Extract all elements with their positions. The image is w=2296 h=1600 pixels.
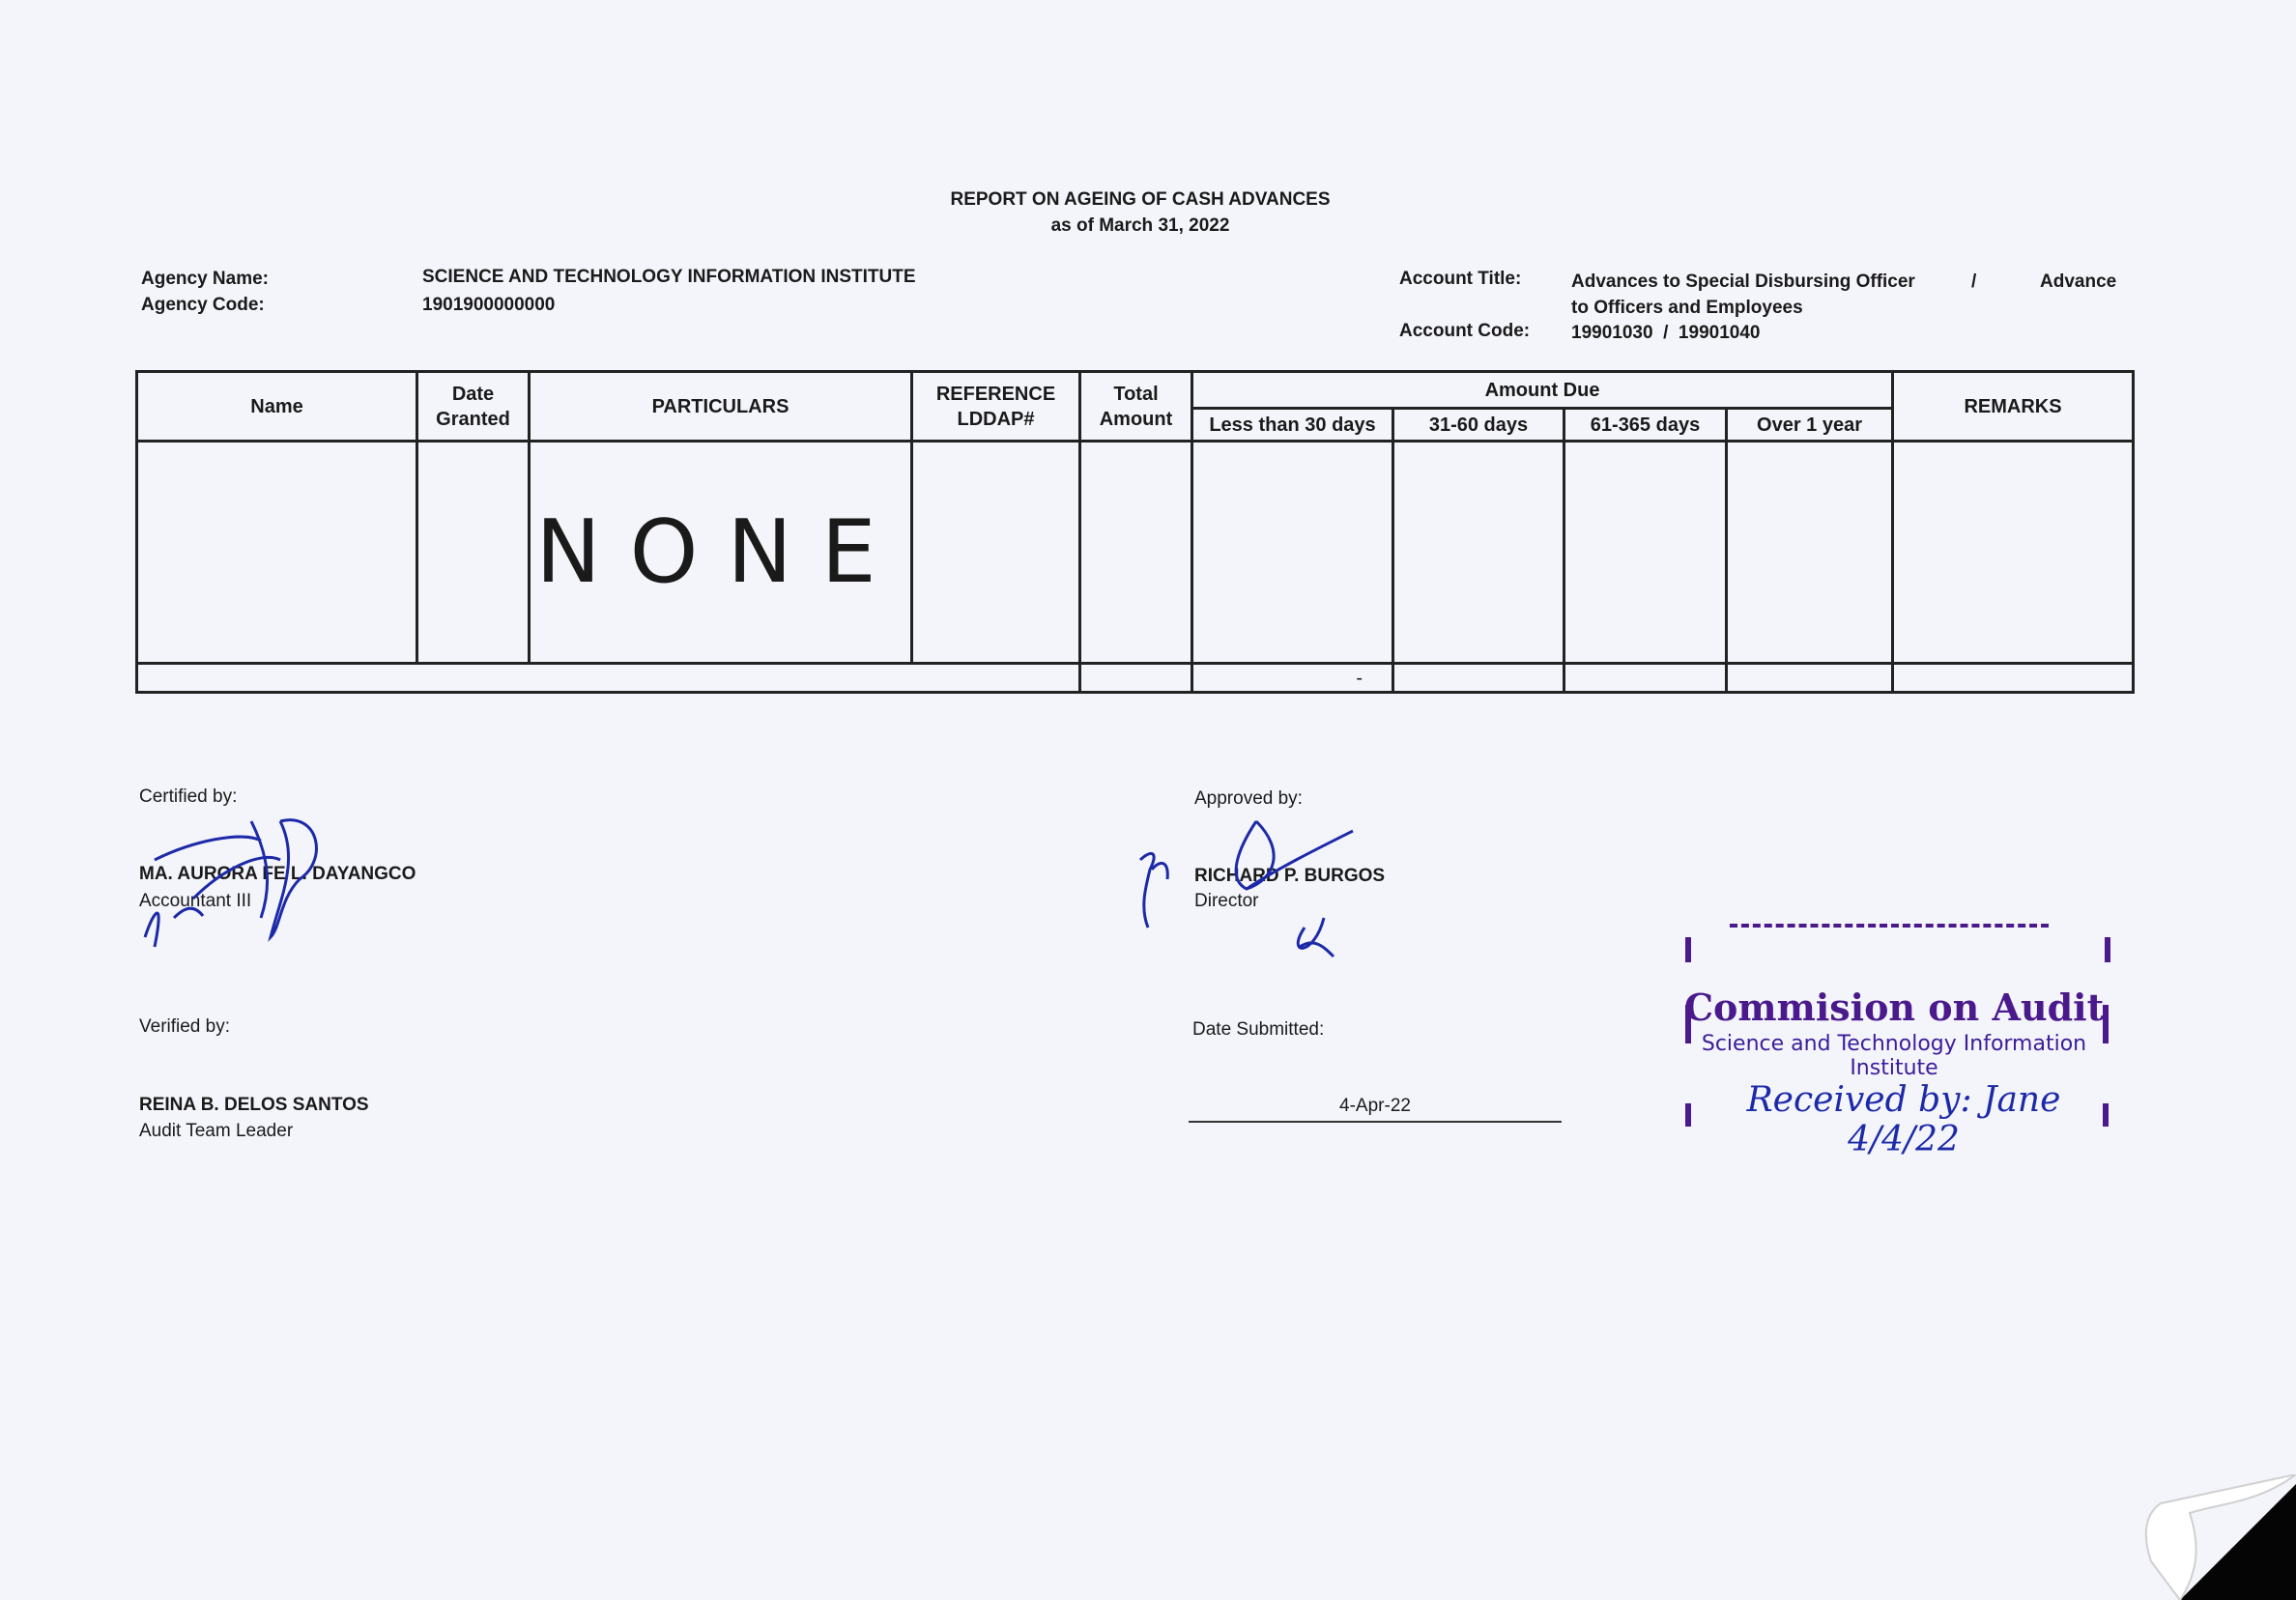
verified-name: REINA B. DELOS SANTOS [139,1095,369,1115]
header-less-than-30-days: Less than 30 days [1192,409,1393,442]
stamp-title: Commision on Audit [1683,986,2105,1029]
date-submitted-label: Date Submitted: [1192,1019,1325,1040]
total-row-31-60 [1393,664,1564,693]
verified-title: Audit Team Leader [139,1121,294,1141]
header-total-line2: Amount [1099,408,1173,430]
total-row-over-1 [1727,664,1893,693]
table-row [137,442,2134,664]
header-date-granted [417,372,530,442]
total-row-less-30: - [1192,664,1393,693]
account-code-value: 19901030 / 19901040 [1571,323,1761,343]
header-reference-line1: REFERENCE [935,383,1056,405]
approved-label: Approved by: [1194,788,1303,809]
total-row [137,664,2134,693]
header-total-line1: Total [1113,383,1159,405]
account-title-separator: / [1971,271,1977,292]
header-name: Name [137,372,417,442]
header-particulars: PARTICULARS [530,372,912,442]
verified-label: Verified by: [139,1016,230,1037]
header-reference [912,372,1080,442]
stamp-right-mark-3 [2103,1103,2109,1127]
header-total-amount [1080,372,1192,442]
cell-particulars [530,442,912,664]
cell-remarks [1893,442,2134,664]
report-subtitle: as of March 31, 2022 [1050,215,1230,236]
coa-stamp [1672,918,2116,1159]
stamp-top-border [1730,924,2049,928]
total-row-61-365 [1564,664,1727,693]
header-61-365-days: 61-365 days [1564,409,1727,442]
account-title-label: Account Title: [1399,269,1522,289]
ageing-table [135,370,2135,694]
header-amount-due: Amount Due [1192,372,1893,409]
cell-31-60 [1393,442,1564,664]
cell-less-30 [1192,442,1393,664]
account-code-label: Account Code: [1399,321,1531,341]
stamp-received-handwriting: Received by: Jane 4/4/22 [1746,1080,2061,1159]
page-curl-icon [2141,1474,2296,1600]
header-31-60-days: 31-60 days [1393,409,1564,442]
approved-title: Director [1194,891,1259,911]
approved-signature-icon [1121,812,1372,966]
agency-code-value: 1901900000000 [422,295,556,315]
stamp-right-mark [2105,937,2110,962]
report-title: REPORT ON AGEING OF CASH ADVANCES [950,189,1331,210]
account-title-value-line1: Advances to Special Disbursing Officer [1571,271,1915,292]
none-text: NONE [535,501,905,603]
agency-name-value: SCIENCE AND TECHNOLOGY INFORMATION INSTITUTE [422,267,916,287]
header-over-1-year: Over 1 year [1727,409,1893,442]
agency-name-label: Agency Name: [141,269,269,289]
stamp-left-mark [1685,937,1691,962]
account-title-value-line2: to Officers and Employees [1571,298,1803,318]
date-submitted-value: 4-Apr-22 [1339,1096,1411,1116]
total-row-total [1080,664,1192,693]
cell-total [1080,442,1192,664]
header-date-granted-line1: Date [451,383,495,405]
date-submitted-line [1189,1121,1562,1123]
stamp-left-mark-3 [1685,1103,1691,1127]
header-remarks: REMARKS [1893,372,2134,442]
header-date-granted-line2: Granted [436,408,510,430]
cell-date-granted [417,442,530,664]
cell-reference [912,442,1080,664]
certified-title: Accountant III [139,891,252,911]
certified-label: Certified by: [139,786,238,807]
cell-61-365 [1564,442,1727,664]
certified-signature-icon [135,802,329,957]
agency-code-label: Agency Code: [141,295,265,315]
total-row-label [137,664,1080,693]
approved-name: RICHARD P. BURGOS [1194,866,1386,886]
cell-name [137,442,417,664]
total-row-remarks [1893,664,2134,693]
header-reference-line2: LDDAP# [957,408,1035,430]
cell-over-1 [1727,442,1893,664]
certified-name: MA. AURORA FE L. DAYANGCO [139,864,416,884]
account-title-value-right: Advance [2040,271,2117,292]
stamp-subtitle: Science and Technology Information Institute [1701,1032,2087,1080]
